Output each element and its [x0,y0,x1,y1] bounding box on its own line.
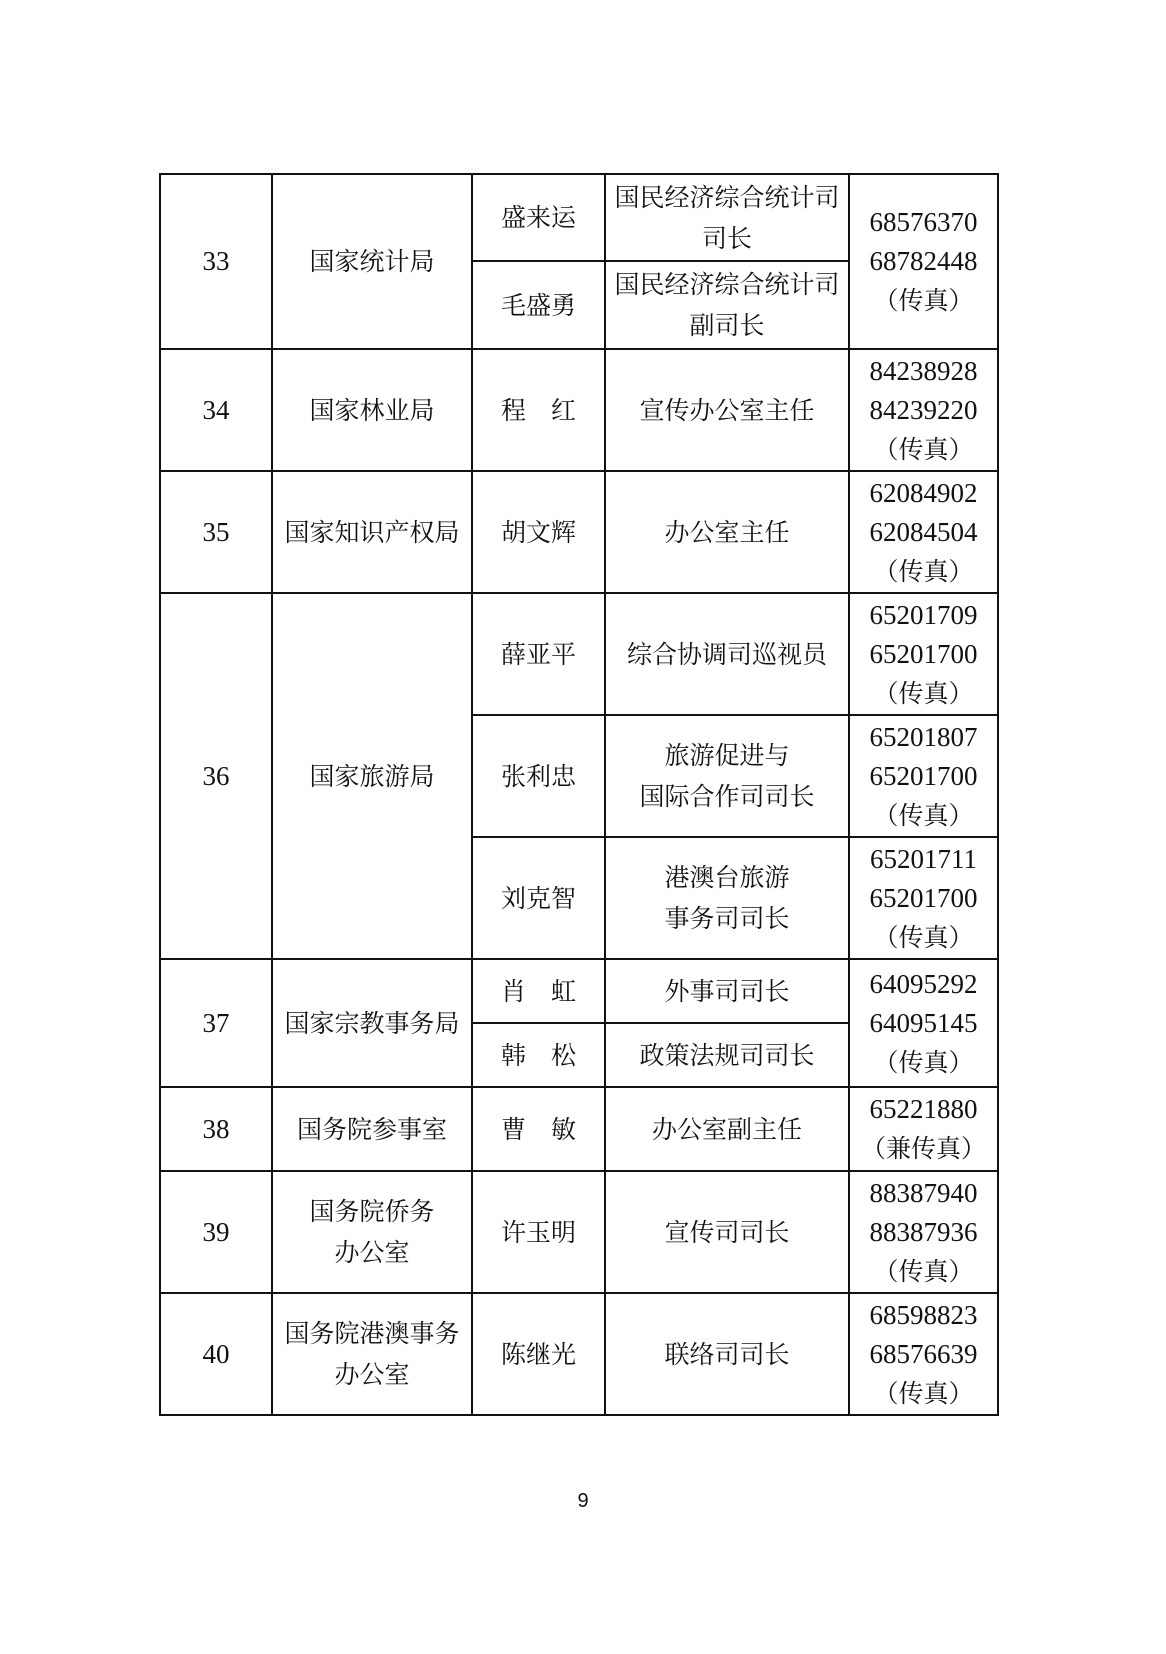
table-row [160,174,998,261]
position-title: 国民经济综合统计司 副司长 [605,261,849,349]
row-number: 34 [160,349,272,471]
position-title: 旅游促进与 国际合作司司长 [605,715,849,837]
organization: 国家知识产权局 [272,471,472,593]
phone-numbers: 65201711 65201700 （传真） [849,837,998,959]
table-row [160,1171,998,1293]
person-name: 陈继光 [472,1293,605,1415]
organization: 国家林业局 [272,349,472,471]
phone-numbers: 84238928 84239220 （传真） [849,349,998,471]
person-name: 盛来运 [472,174,605,261]
position-title: 联络司司长 [605,1293,849,1415]
row-number: 33 [160,174,272,349]
row-number: 40 [160,1293,272,1415]
phone-numbers: 68598823 68576639 （传真） [849,1293,998,1415]
phone-numbers: 88387940 88387936 （传真） [849,1171,998,1293]
position-title: 办公室副主任 [605,1087,849,1171]
phone-numbers: 65201807 65201700 （传真） [849,715,998,837]
person-name: 毛盛勇 [472,261,605,349]
person-name: 刘克智 [472,837,605,959]
position-title: 政策法规司司长 [605,1023,849,1087]
row-number: 37 [160,959,272,1087]
person-name: 肖 虹 [472,959,605,1023]
table-row [160,471,998,593]
row-number: 36 [160,593,272,959]
contact-table [159,173,999,1416]
position-title: 外事司司长 [605,959,849,1023]
position-title: 综合协调司巡视员 [605,593,849,715]
organization: 国家宗教事务局 [272,959,472,1087]
phone-numbers: 65201709 65201700 （传真） [849,593,998,715]
page-number: 9 [577,1490,589,1512]
table-row [160,1293,998,1415]
organization: 国家统计局 [272,174,472,349]
organization: 国务院侨务 办公室 [272,1171,472,1293]
position-title: 宣传司司长 [605,1171,849,1293]
position-title: 国民经济综合统计司 司长 [605,174,849,261]
phone-numbers: 68576370 68782448 （传真） [849,174,998,349]
organization: 国家旅游局 [272,593,472,959]
person-name: 韩 松 [472,1023,605,1087]
row-number: 38 [160,1087,272,1171]
position-title: 办公室主任 [605,471,849,593]
table-row [160,593,998,715]
phone-numbers: 64095292 64095145 （传真） [849,959,998,1087]
table-row [160,349,998,471]
person-name: 曹 敏 [472,1087,605,1171]
position-title: 宣传办公室主任 [605,349,849,471]
person-name: 程 红 [472,349,605,471]
person-name: 薛亚平 [472,593,605,715]
organization: 国务院港澳事务 办公室 [272,1293,472,1415]
row-number: 39 [160,1171,272,1293]
organization: 国务院参事室 [272,1087,472,1171]
person-name: 胡文辉 [472,471,605,593]
table-row [160,1087,998,1171]
person-name: 许玉明 [472,1171,605,1293]
phone-numbers: 62084902 62084504 （传真） [849,471,998,593]
person-name: 张利忠 [472,715,605,837]
position-title: 港澳台旅游 事务司司长 [605,837,849,959]
row-number: 35 [160,471,272,593]
table-row [160,959,998,1023]
phone-numbers: 65221880 （兼传真） [849,1087,998,1171]
